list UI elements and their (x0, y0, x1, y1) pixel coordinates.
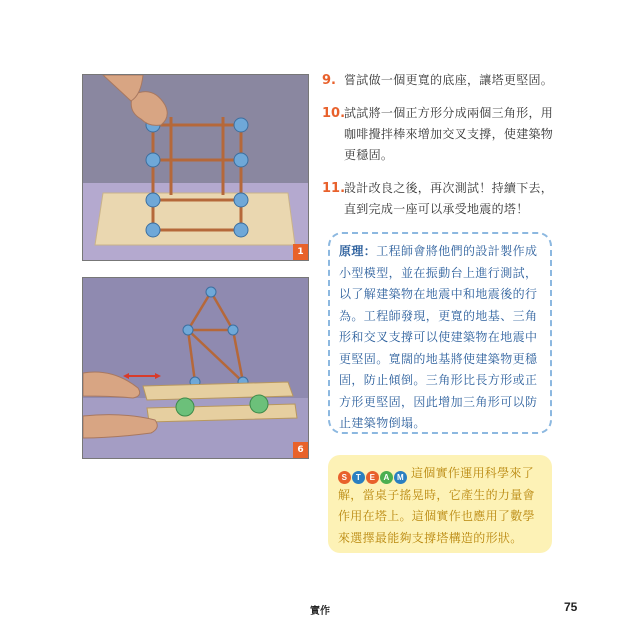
step-text: 嘗試做一個更寬的底座，讓塔更堅固。 (344, 73, 554, 87)
step-item (322, 178, 562, 220)
step-number: 11. (322, 181, 346, 196)
steam-logo (338, 471, 407, 484)
photo-cube-tower (82, 74, 309, 261)
photo-step-badge: 6 (293, 442, 308, 458)
steam-letter-s: S (338, 471, 351, 484)
footer-section-label: 實作 (310, 606, 330, 617)
steam-paragraph (338, 463, 542, 549)
steam-box (328, 455, 552, 553)
principle-paragraph (339, 241, 541, 435)
principle-box (328, 232, 552, 434)
photo-step-badge: 1 (293, 244, 308, 260)
step-item (322, 103, 562, 166)
instruction-steps (322, 70, 562, 232)
step-text: 試試將一個正方形分成兩個三角形，用咖啡攪拌棒來增加交叉支撐，使建築物更穩固。 (344, 106, 554, 162)
step-item (322, 70, 562, 91)
steam-letter-m: M (394, 471, 407, 484)
page-number: 75 (564, 600, 578, 614)
principle-title: 原理： (339, 244, 377, 258)
cube-tower-illustration (83, 75, 308, 260)
step-number: 9. (322, 73, 336, 88)
principle-body: 工程師會將他們的設計製作成小型模型，並在振動台上進行測試，以了解建築物在地震中和地震後的行為。工程師發現，更寬的地基、三角形和交叉支撐可以使建築物在地震中更堅固。寬闊的地基將使建築物更穩固，防止傾倒。三角形比長方形或正方形更堅固，因此增加三角形可以防止建築物倒塌。 (339, 244, 538, 430)
photo-shake-table (82, 277, 309, 459)
step-number: 10. (322, 106, 346, 121)
steam-body: 這個實作運用科學來了解，當桌子搖晃時，它產生的力量會作用在塔上。這個實作也應用了數學來選擇最能夠支撐塔構造的形狀。 (338, 466, 535, 545)
steam-letter-a: A (380, 471, 393, 484)
shake-table-illustration (83, 278, 308, 458)
steam-letter-t: T (352, 471, 365, 484)
steam-letter-e: E (366, 471, 379, 484)
step-text: 設計改良之後，再次測試！持續下去，直到完成一座可以承受地震的塔！ (344, 181, 554, 216)
